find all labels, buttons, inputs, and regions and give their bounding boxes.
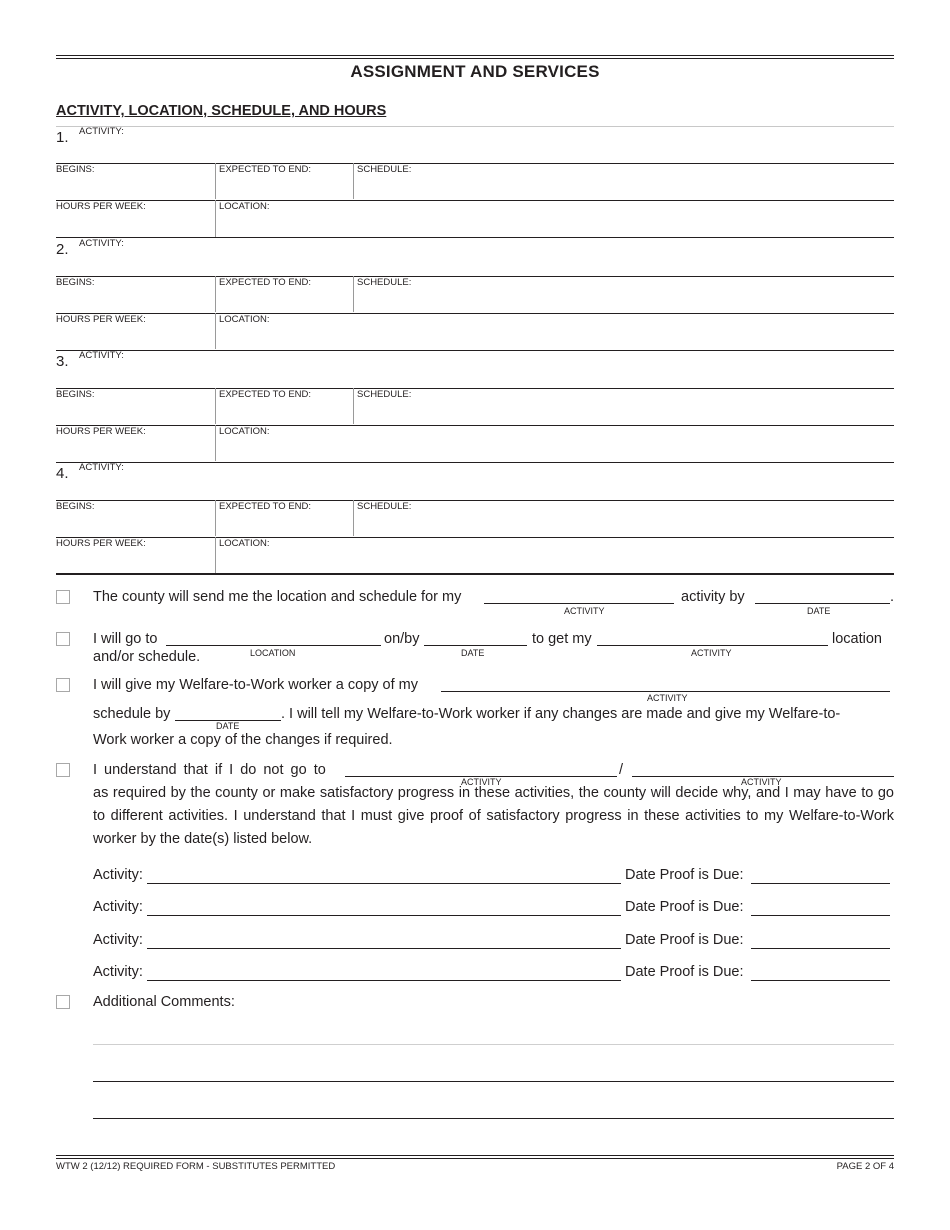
activity-number: 2. [56,241,69,258]
proof-activity-label: Activity: [93,867,143,883]
expected-end-field[interactable] [216,401,353,424]
proof-activity-blank[interactable] [147,915,621,916]
under-label-activity-1: ACTIVITY [461,777,502,787]
give-copy-checkbox[interactable] [56,678,70,692]
top-rule-second [56,58,894,59]
schedule-label: SCHEDULE: [357,501,412,512]
expected-end-field[interactable] [216,176,353,200]
proof-activity-label: Activity: [93,899,143,915]
proof-due-label: Date Proof is Due: [625,867,744,883]
proof-due-blank[interactable] [751,948,890,949]
period: . [890,589,895,605]
expected-end-label: EXPECTED TO END: [219,389,312,400]
top-rule [56,55,894,56]
county-send-date-blank[interactable] [755,603,890,604]
and-or-schedule-text: and/or schedule. [93,649,201,665]
form-id: WTW 2 (12/12) REQUIRED FORM - SUBSTITUTES PERMITTED [56,1161,336,1172]
under-label-activity: ACTIVITY [647,693,688,703]
activity-number: 3. [56,353,69,370]
county-send-text: The county will send me the location and schedule for my [93,589,462,605]
schedule-label: SCHEDULE: [357,389,412,400]
activity-number: 4. [56,465,69,482]
county-send-activity-word: activity by [681,589,745,605]
activity-label: ACTIVITY: [79,350,124,361]
section-divider [56,573,894,575]
footer-rule-second [56,1158,894,1159]
comment-line[interactable] [93,1081,894,1082]
to-get-my-text: to get my [532,631,592,647]
location-label: LOCATION: [219,426,270,437]
proof-activity-blank[interactable] [147,948,621,949]
hours-label: HOURS PER WEEK: [56,201,146,212]
under-label-activity-2: ACTIVITY [741,777,782,787]
activity-number: 1. [56,129,69,146]
activity-field[interactable] [100,138,894,162]
schedule-field[interactable] [354,513,894,536]
under-label-location: LOCATION [250,648,296,658]
expected-end-field[interactable] [216,513,353,536]
give-copy-activity-blank[interactable] [441,691,890,692]
give-copy-text: I will give my Welfare-to-Work worker a copy of my [93,677,418,693]
under-label-activity: ACTIVITY [564,606,605,616]
activity-field[interactable] [100,362,894,386]
activity-label: ACTIVITY: [79,126,124,137]
schedule-field[interactable] [354,289,894,312]
location-field[interactable] [216,438,894,461]
footer-rule [56,1155,894,1156]
hours-label: HOURS PER WEEK: [56,426,146,437]
begins-field[interactable] [56,401,215,424]
proof-due-label: Date Proof is Due: [625,932,744,948]
understand-checkbox[interactable] [56,763,70,777]
activity-label: ACTIVITY: [79,462,124,473]
under-label-date: DATE [807,606,831,616]
under-label-date: DATE [216,721,240,731]
county-send-activity-blank[interactable] [484,603,674,604]
activity-field[interactable] [100,250,894,274]
proof-activity-blank[interactable] [147,980,621,981]
under-label-activity: ACTIVITY [691,648,732,658]
hours-field[interactable] [56,438,215,461]
proof-due-blank[interactable] [751,883,890,884]
on-by-text: on/by [384,631,420,647]
begins-label: BEGINS: [56,277,95,288]
slash: / [619,762,624,778]
additional-comments-checkbox[interactable] [56,995,70,1009]
schedule-field[interactable] [354,176,894,200]
expected-end-label: EXPECTED TO END: [219,501,312,512]
begins-field[interactable] [56,289,215,312]
expected-end-field[interactable] [216,289,353,312]
hours-label: HOURS PER WEEK: [56,314,146,325]
proof-due-blank[interactable] [751,980,890,981]
go-to-date-blank[interactable] [424,645,527,646]
proof-due-label: Date Proof is Due: [625,964,744,980]
proof-activity-blank[interactable] [147,883,621,884]
location-word: location [832,631,882,647]
section-heading: ACTIVITY, LOCATION, SCHEDULE, AND HOURS [56,103,387,119]
go-to-checkbox[interactable] [56,632,70,646]
proof-activity-label: Activity: [93,932,143,948]
hours-field[interactable] [56,213,215,237]
begins-field[interactable] [56,176,215,200]
county-send-checkbox[interactable] [56,590,70,604]
begins-label: BEGINS: [56,389,95,400]
begins-label: BEGINS: [56,501,95,512]
expected-end-label: EXPECTED TO END: [219,277,312,288]
proof-due-blank[interactable] [751,915,890,916]
give-copy-rest-text: . I will tell my Welfare-to-Work worker if any changes are made and give my Welfare-to- [281,706,841,722]
begins-field[interactable] [56,513,215,536]
activity-label: ACTIVITY: [79,238,124,249]
location-field[interactable] [216,326,894,349]
comment-line[interactable] [93,1044,894,1045]
location-label: LOCATION: [219,314,270,325]
comment-line[interactable] [93,1118,894,1119]
schedule-label: SCHEDULE: [357,277,412,288]
begins-label: BEGINS: [56,164,95,175]
schedule-field[interactable] [354,401,894,424]
understand-body-text: as required by the county or make satisfactory progress in these activities, the county will decide why, and I may have to go to different activities. I understand that I must give proof of satisfactory progress in these activities to my Welfare-to-Work worker by the date(s) listed below. [93,785,894,847]
proof-activity-label: Activity: [93,964,143,980]
schedule-by-text: schedule by [93,706,171,722]
go-to-location-blank[interactable] [166,645,381,646]
location-field[interactable] [216,550,894,573]
additional-comments-label: Additional Comments: [93,994,235,1010]
page-title: ASSIGNMENT AND SERVICES [350,62,600,81]
understand-text: I understand that if I do not go to [93,762,326,778]
location-field[interactable] [216,213,894,237]
location-label: LOCATION: [219,538,270,549]
hours-field[interactable] [56,326,215,349]
location-label: LOCATION: [219,201,270,212]
proof-due-label: Date Proof is Due: [625,899,744,915]
hours-field[interactable] [56,550,215,573]
hours-label: HOURS PER WEEK: [56,538,146,549]
go-to-activity-blank[interactable] [597,645,828,646]
under-label-date: DATE [461,648,485,658]
go-to-text: I will go to [93,631,158,647]
page-number: PAGE 2 OF 4 [836,1161,894,1172]
give-copy-line3-text: Work worker a copy of the changes if required. [93,732,393,748]
schedule-label: SCHEDULE: [357,164,412,175]
activity-field[interactable] [100,474,894,498]
expected-end-label: EXPECTED TO END: [219,164,312,175]
